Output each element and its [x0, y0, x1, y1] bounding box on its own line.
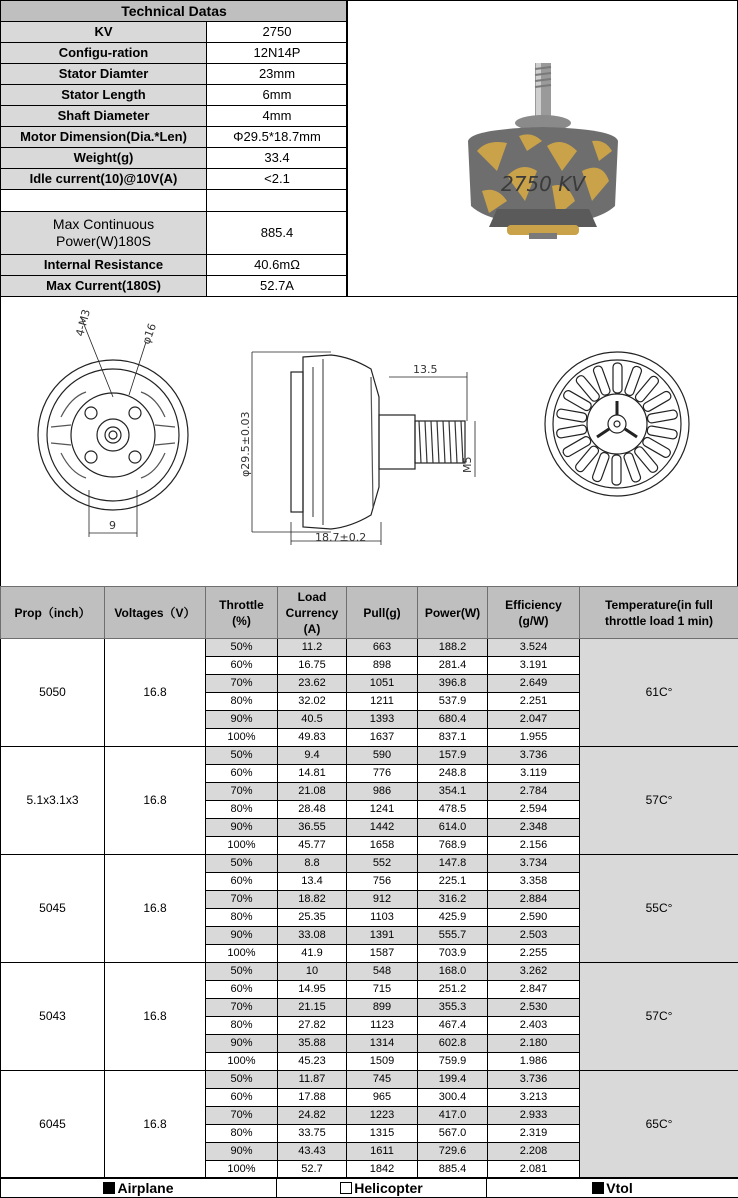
table-row: [1, 855, 738, 873]
spec-label: Max Current(180S): [1, 276, 207, 297]
current-cell: 24.82: [278, 1107, 347, 1125]
efficiency-cell: 2.847: [488, 981, 580, 999]
throttle-cell: 50%: [206, 747, 278, 765]
pull-cell: 898: [347, 657, 418, 675]
spec-value: 6mm: [207, 85, 348, 106]
efficiency-cell: 1.955: [488, 729, 580, 747]
power-cell: 680.4: [418, 711, 488, 729]
throttle-cell: 60%: [206, 1089, 278, 1107]
current-cell: 52.7: [278, 1161, 347, 1179]
current-cell: 33.08: [278, 927, 347, 945]
usage-label: Vtol: [606, 1180, 632, 1196]
pull-cell: 1123: [347, 1017, 418, 1035]
throttle-cell: 60%: [206, 981, 278, 999]
table-row: [1, 639, 738, 657]
spec-title: Technical Datas: [1, 1, 348, 22]
prop-cell: 5050: [1, 639, 105, 747]
power-cell: 555.7: [418, 927, 488, 945]
pull-cell: 1223: [347, 1107, 418, 1125]
current-cell: 11.2: [278, 639, 347, 657]
spec-value: 885.4: [207, 212, 348, 255]
usage-vtol: [487, 1178, 738, 1198]
spec-label: Configu-ration: [1, 43, 207, 64]
temperature-cell: 57C°: [580, 747, 738, 855]
prop-cell: 5043: [1, 963, 105, 1071]
efficiency-cell: 2.348: [488, 819, 580, 837]
technical-drawing-panel: [0, 296, 738, 587]
power-cell: 759.9: [418, 1053, 488, 1071]
current-cell: 27.82: [278, 1017, 347, 1035]
checkbox-filled-icon: [103, 1182, 115, 1194]
power-cell: 157.9: [418, 747, 488, 765]
pull-cell: 663: [347, 639, 418, 657]
efficiency-cell: 3.213: [488, 1089, 580, 1107]
temperature-cell: 65C°: [580, 1071, 738, 1179]
usage-label: Helicopter: [354, 1180, 422, 1196]
pull-cell: 552: [347, 855, 418, 873]
throttle-cell: 100%: [206, 729, 278, 747]
current-cell: 18.82: [278, 891, 347, 909]
pull-cell: 590: [347, 747, 418, 765]
spec-value: 23mm: [207, 64, 348, 85]
current-cell: 8.8: [278, 855, 347, 873]
usage-label: Airplane: [117, 1180, 173, 1196]
rear-spoke: [574, 445, 600, 474]
throttle-cell: 50%: [206, 855, 278, 873]
throttle-cell: 100%: [206, 837, 278, 855]
power-cell: 768.9: [418, 837, 488, 855]
spec-label: Motor Dimension(Dia.*Len): [1, 127, 207, 148]
power-cell: 355.3: [418, 999, 488, 1017]
drawing-label-holes: 4-M3: [73, 308, 93, 338]
performance-table: [0, 586, 738, 1179]
voltage-cell: 16.8: [105, 855, 206, 963]
prop-cell: 6045: [1, 1071, 105, 1179]
current-cell: 35.88: [278, 1035, 347, 1053]
checkbox-empty-icon: [340, 1182, 352, 1194]
current-cell: 25.35: [278, 909, 347, 927]
rear-spoke: [624, 365, 643, 396]
efficiency-cell: 3.736: [488, 747, 580, 765]
spec-value: 52.7A: [207, 276, 348, 297]
throttle-cell: 70%: [206, 675, 278, 693]
drawing-label-width: 9: [109, 519, 116, 532]
pull-cell: 548: [347, 963, 418, 981]
efficiency-cell: 2.047: [488, 711, 580, 729]
rear-spoke: [613, 363, 622, 393]
spec-value: <2.1: [207, 169, 348, 190]
throttle-cell: 70%: [206, 1107, 278, 1125]
table-row: [1, 747, 738, 765]
power-cell: 478.5: [418, 801, 488, 819]
pull-cell: 1051: [347, 675, 418, 693]
power-cell: 147.8: [418, 855, 488, 873]
table-row: [1, 1071, 738, 1089]
power-cell: 537.9: [418, 693, 488, 711]
front-view: [38, 317, 188, 537]
rear-spokes: [556, 363, 678, 485]
power-cell: 281.4: [418, 657, 488, 675]
drawing-label-length: 18.7±0.2: [315, 531, 366, 544]
throttle-cell: 90%: [206, 1035, 278, 1053]
spec-value: 4mm: [207, 106, 348, 127]
efficiency-cell: 3.524: [488, 639, 580, 657]
efficiency-cell: 2.784: [488, 783, 580, 801]
power-cell: 417.0: [418, 1107, 488, 1125]
throttle-cell: 90%: [206, 711, 278, 729]
throttle-cell: 90%: [206, 927, 278, 945]
spec-label: Internal Resistance: [1, 255, 207, 276]
power-cell: 248.8: [418, 765, 488, 783]
spec-label: Stator Length: [1, 85, 207, 106]
col-header-current: Load Currency (A): [278, 587, 347, 639]
power-cell: 396.8: [418, 675, 488, 693]
spec-value: Φ29.5*18.7mm: [207, 127, 348, 148]
spec-value: 33.4: [207, 148, 348, 169]
pull-cell: 1587: [347, 945, 418, 963]
drawing-label-pcd: φ16: [140, 322, 159, 346]
rear-spoke: [562, 389, 592, 412]
prop-cell: 5045: [1, 855, 105, 963]
col-header-prop: Prop（inch）: [1, 587, 105, 639]
efficiency-cell: 3.191: [488, 657, 580, 675]
col-header-voltage: Voltages（V）: [105, 587, 206, 639]
power-cell: 602.8: [418, 1035, 488, 1053]
current-cell: 16.75: [278, 657, 347, 675]
pull-cell: 1658: [347, 837, 418, 855]
current-cell: 49.83: [278, 729, 347, 747]
pull-cell: 912: [347, 891, 418, 909]
temperature-cell: 57C°: [580, 963, 738, 1071]
power-cell: 225.1: [418, 873, 488, 891]
pull-cell: 899: [347, 999, 418, 1017]
current-cell: 13.4: [278, 873, 347, 891]
current-cell: 45.23: [278, 1053, 347, 1071]
pull-cell: 1241: [347, 801, 418, 819]
rear-spoke: [633, 445, 659, 474]
col-header-power: Power(W): [418, 587, 488, 639]
drawing-label-shaft-length: 13.5: [413, 363, 438, 376]
pull-cell: 1442: [347, 819, 418, 837]
col-header-temperature: Temperature(in full throttle load 1 min): [580, 587, 738, 639]
pull-cell: 1103: [347, 909, 418, 927]
efficiency-cell: 2.403: [488, 1017, 580, 1035]
efficiency-cell: 2.933: [488, 1107, 580, 1125]
rear-spoke: [647, 425, 678, 439]
current-cell: 21.15: [278, 999, 347, 1017]
product-photo-panel: [346, 0, 738, 297]
power-cell: 567.0: [418, 1125, 488, 1143]
pull-cell: 756: [347, 873, 418, 891]
voltage-cell: 16.8: [105, 963, 206, 1071]
throttle-cell: 80%: [206, 801, 278, 819]
current-cell: 45.77: [278, 837, 347, 855]
spec-label: Idle current(10)@10V(A): [1, 169, 207, 190]
power-cell: 729.6: [418, 1143, 488, 1161]
efficiency-cell: 2.156: [488, 837, 580, 855]
rear-spoke: [634, 375, 660, 404]
current-cell: 41.9: [278, 945, 347, 963]
spec-value: 2750: [207, 22, 348, 43]
motor-drawing: [1, 297, 737, 586]
motor-label: 2750 KV: [501, 172, 586, 196]
voltage-cell: 16.8: [105, 639, 206, 747]
efficiency-cell: 3.358: [488, 873, 580, 891]
current-cell: 28.48: [278, 801, 347, 819]
current-cell: 14.81: [278, 765, 347, 783]
pull-cell: 776: [347, 765, 418, 783]
efficiency-cell: 3.734: [488, 855, 580, 873]
pull-cell: 745: [347, 1071, 418, 1089]
rear-spoke: [623, 452, 642, 483]
efficiency-cell: 2.251: [488, 693, 580, 711]
col-header-efficiency: Efficiency (g/W): [488, 587, 580, 639]
pull-cell: 1842: [347, 1161, 418, 1179]
pull-cell: 1509: [347, 1053, 418, 1071]
spec-value: 40.6mΩ: [207, 255, 348, 276]
power-cell: 188.2: [418, 639, 488, 657]
efficiency-cell: 2.319: [488, 1125, 580, 1143]
usage-helicopter: [277, 1178, 487, 1198]
rear-spoke: [592, 365, 611, 396]
pull-cell: 1637: [347, 729, 418, 747]
current-cell: 14.95: [278, 981, 347, 999]
current-cell: 23.62: [278, 675, 347, 693]
pull-cell: 986: [347, 783, 418, 801]
pull-cell: 965: [347, 1089, 418, 1107]
power-cell: 425.9: [418, 909, 488, 927]
spec-value: 12N14P: [207, 43, 348, 64]
spec-label: Stator Diamter: [1, 64, 207, 85]
col-header-throttle: Throttle (%): [206, 587, 278, 639]
current-cell: 11.87: [278, 1071, 347, 1089]
rear-spoke: [591, 451, 610, 482]
power-cell: 837.1: [418, 729, 488, 747]
motor-photo: [347, 1, 737, 296]
efficiency-cell: 2.503: [488, 927, 580, 945]
pull-cell: 1611: [347, 1143, 418, 1161]
power-cell: 199.4: [418, 1071, 488, 1089]
throttle-cell: 70%: [206, 891, 278, 909]
efficiency-cell: 3.119: [488, 765, 580, 783]
efficiency-cell: 1.986: [488, 1053, 580, 1071]
throttle-cell: 80%: [206, 1125, 278, 1143]
efficiency-cell: 2.649: [488, 675, 580, 693]
drawing-label-diameter: φ29.5±0.03: [239, 412, 252, 477]
current-cell: 10: [278, 963, 347, 981]
throttle-cell: 60%: [206, 765, 278, 783]
power-cell: 885.4: [418, 1161, 488, 1179]
throttle-cell: 50%: [206, 639, 278, 657]
rear-spoke: [647, 409, 678, 423]
temperature-cell: 61C°: [580, 639, 738, 747]
power-cell: 300.4: [418, 1089, 488, 1107]
throttle-cell: 80%: [206, 909, 278, 927]
efficiency-cell: 2.180: [488, 1035, 580, 1053]
efficiency-cell: 2.255: [488, 945, 580, 963]
usage-footer: [0, 1177, 738, 1198]
checkbox-filled-icon: [592, 1182, 604, 1194]
rear-view: [545, 352, 689, 496]
power-cell: 703.9: [418, 945, 488, 963]
current-cell: 9.4: [278, 747, 347, 765]
throttle-cell: 100%: [206, 1161, 278, 1179]
throttle-cell: 60%: [206, 657, 278, 675]
temperature-cell: 55C°: [580, 855, 738, 963]
pull-cell: 1211: [347, 693, 418, 711]
power-cell: 614.0: [418, 819, 488, 837]
col-header-pull: Pull(g): [347, 587, 418, 639]
spec-gap: [1, 190, 207, 212]
throttle-cell: 70%: [206, 999, 278, 1017]
efficiency-cell: 2.530: [488, 999, 580, 1017]
current-cell: 17.88: [278, 1089, 347, 1107]
pull-cell: 1315: [347, 1125, 418, 1143]
pull-cell: 1314: [347, 1035, 418, 1053]
voltage-cell: 16.8: [105, 747, 206, 855]
spec-label: Shaft Diameter: [1, 106, 207, 127]
current-cell: 33.75: [278, 1125, 347, 1143]
voltage-cell: 16.8: [105, 1071, 206, 1179]
throttle-cell: 100%: [206, 945, 278, 963]
spec-label: Max Continuous Power(W)180S: [1, 212, 207, 255]
throttle-cell: 90%: [206, 1143, 278, 1161]
usage-airplane: [1, 1178, 277, 1198]
throttle-cell: 50%: [206, 963, 278, 981]
efficiency-cell: 2.590: [488, 909, 580, 927]
power-cell: 251.2: [418, 981, 488, 999]
throttle-cell: 80%: [206, 693, 278, 711]
table-row: [1, 963, 738, 981]
current-cell: 36.55: [278, 819, 347, 837]
current-cell: 21.08: [278, 783, 347, 801]
rear-spoke: [556, 424, 587, 438]
efficiency-cell: 2.081: [488, 1161, 580, 1179]
rear-spoke: [642, 390, 672, 413]
efficiency-cell: 2.208: [488, 1143, 580, 1161]
throttle-cell: 70%: [206, 783, 278, 801]
current-cell: 43.43: [278, 1143, 347, 1161]
spec-label: Weight(g): [1, 148, 207, 169]
rear-spoke: [641, 436, 671, 459]
spec-label: KV: [1, 22, 207, 43]
throttle-cell: 50%: [206, 1071, 278, 1089]
throttle-cell: 90%: [206, 819, 278, 837]
side-view: [252, 352, 475, 545]
throttle-cell: 60%: [206, 873, 278, 891]
rear-spoke: [562, 435, 592, 458]
current-cell: 40.5: [278, 711, 347, 729]
technical-data-table: [0, 0, 348, 297]
spec-gap: [207, 190, 348, 212]
throttle-cell: 100%: [206, 1053, 278, 1071]
efficiency-cell: 3.736: [488, 1071, 580, 1089]
power-cell: 168.0: [418, 963, 488, 981]
power-cell: 316.2: [418, 891, 488, 909]
rear-spoke: [575, 374, 601, 403]
efficiency-cell: 2.884: [488, 891, 580, 909]
prop-cell: 5.1x3.1x3: [1, 747, 105, 855]
efficiency-cell: 3.262: [488, 963, 580, 981]
drawing-label-thread: M5: [461, 457, 474, 474]
pull-cell: 1393: [347, 711, 418, 729]
rear-spoke: [556, 408, 587, 422]
power-cell: 467.4: [418, 1017, 488, 1035]
throttle-cell: 80%: [206, 1017, 278, 1035]
efficiency-cell: 2.594: [488, 801, 580, 819]
rear-spoke: [612, 455, 621, 485]
pull-cell: 1391: [347, 927, 418, 945]
pull-cell: 715: [347, 981, 418, 999]
current-cell: 32.02: [278, 693, 347, 711]
power-cell: 354.1: [418, 783, 488, 801]
